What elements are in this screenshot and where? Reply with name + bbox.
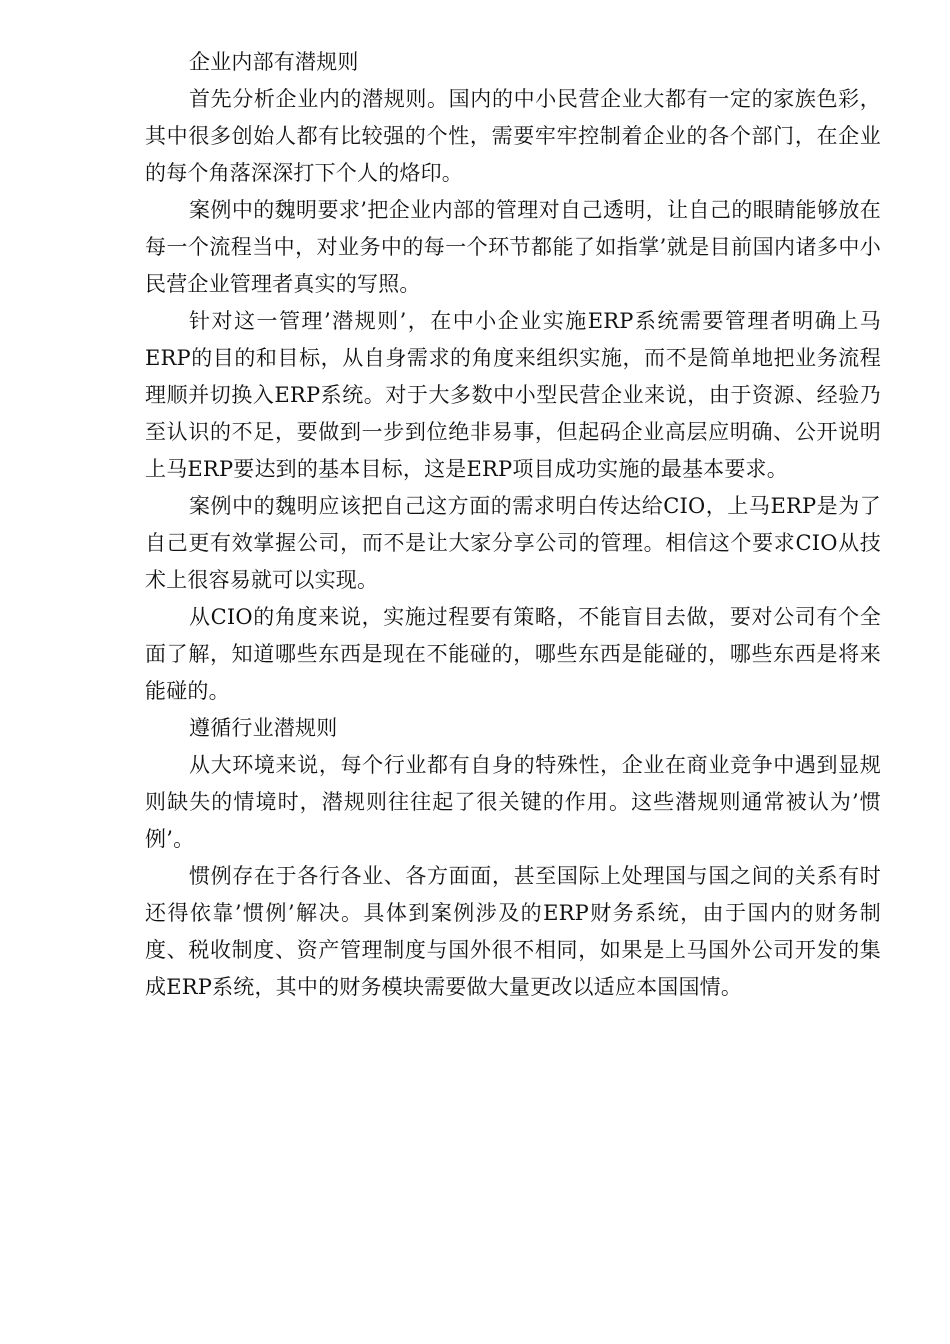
paragraph-industry-specifics: 从大环境来说，每个行业都有自身的特殊性，企业在商业竞争中遇到显规则缺失的情境时，潜规则往往起了很关键的作用。这些潜规则通常被认为’惯例’。 (145, 753, 881, 851)
section-heading-internal-rules: 企业内部有潜规则 (189, 50, 359, 74)
paragraph-family-control: 首先分析企业内的潜规则。国内的中小民营企业大都有一定的家族色彩，其中很多创始人都有比较强的个性，需要牢牢控制着企业的各个部门，在企业的每个角落深深打下个人的烙印。 (145, 87, 881, 185)
paragraph-erp-goals: 针对这一管理’潜规则’，在中小企业实施ERP系统需要管理者明确上马ERP的目的和目标，从自身需求的角度来组织实施，而不是简单地把业务流程理顺并切换入ERP系统。对于大多数中小型民营企业来说，由于资源、经验乃至认识的不足，要做到一步到位绝非易事，但起码企业高层应明确、公开说明上马ERP要达到的基本目标，这是ERP项目成功实施的最基本要求。 (145, 309, 881, 481)
paragraph-cio-strategy: 从CIO的角度来说，实施过程要有策略，不能盲目去做，要对公司有个全面了解，知道哪些东西是现在不能碰的，哪些东西是能碰的，哪些东西是将来能碰的。 (145, 605, 881, 703)
section-heading-industry-rules: 遵循行业潜规则 (189, 716, 338, 740)
document-body (145, 44, 881, 1006)
paragraph-convey-to-cio: 案例中的魏明应该把自己这方面的需求明白传达给CIO，上马ERP是为了自己更有效掌握公司，而不是让大家分享公司的管理。相信这个要求CIO从技术上很容易就可以实现。 (145, 494, 881, 592)
paragraph-weiming-transparency: 案例中的魏明要求’把企业内部的管理对自己透明，让自己的眼睛能够放在每一个流程当中，对业务中的每一个环节都能了如指掌’就是目前国内诸多中小民营企业管理者真实的写照。 (145, 198, 881, 296)
paragraph-conventions-finance: 惯例存在于各行各业、各方面面，甚至国际上处理国与国之间的关系有时还得依靠’惯例’解决。具体到案例涉及的ERP财务系统，由于国内的财务制度、税收制度、资产管理制度与国外很不相同，如果是上马国外公司开发的集成ERP系统，其中的财务模块需要做大量更改以适应本国国情。 (145, 864, 881, 999)
